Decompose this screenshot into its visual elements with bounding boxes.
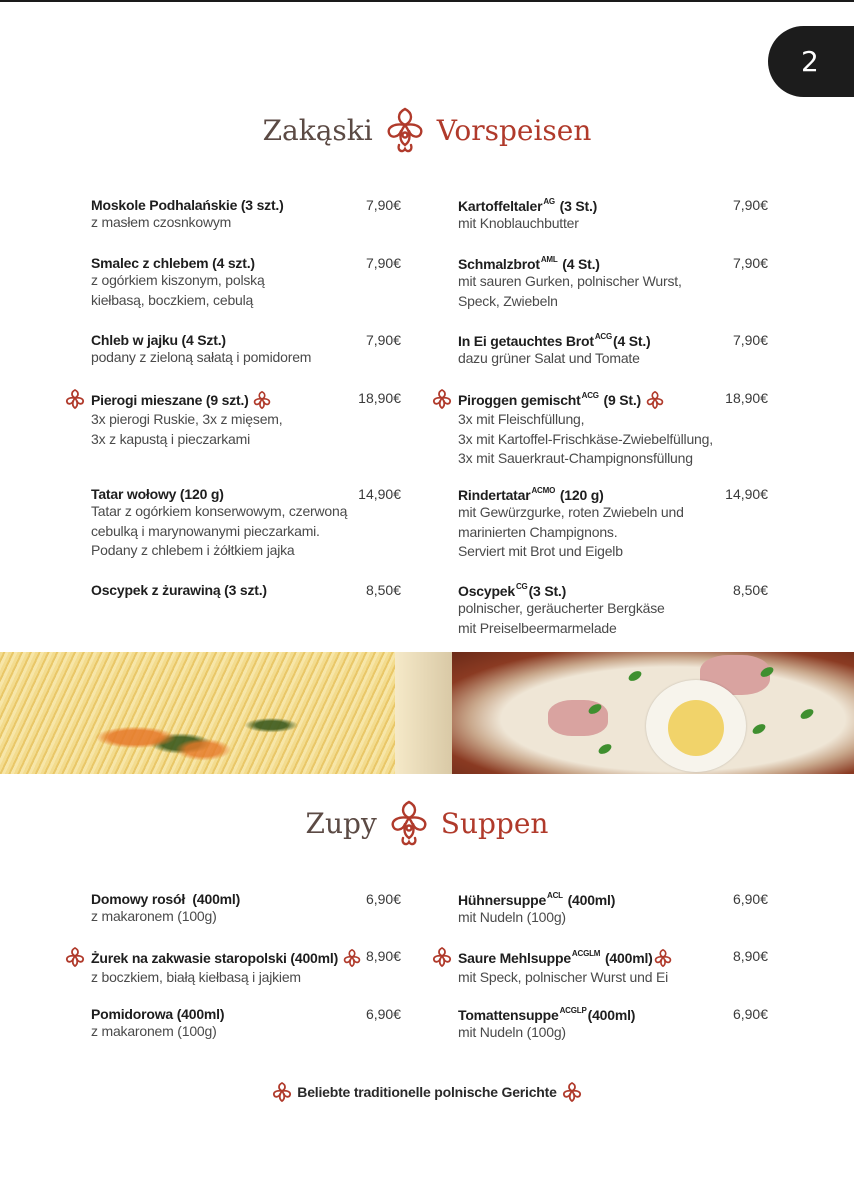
featured-ornament-icon xyxy=(653,948,673,968)
item-price: 14,90€ xyxy=(725,486,768,502)
menu-item-featured xyxy=(91,390,401,449)
item-desc: 3x mit Sauerkraut-Champignonsfüllung xyxy=(458,450,693,466)
allergen-codes: ACGLM xyxy=(571,949,601,958)
item-desc: mit Knoblauchbutter xyxy=(458,215,579,231)
menu-item xyxy=(458,486,768,562)
item-name: Smalec z chlebem (4 szt.) xyxy=(91,255,255,271)
item-desc: polnischer, geräucherter Bergkäse xyxy=(458,600,665,616)
item-desc: mit Nudeln (100g) xyxy=(458,909,566,925)
item-name: Hühnersuppe xyxy=(458,892,547,908)
item-price: 8,50€ xyxy=(732,582,768,598)
featured-ornament-icon xyxy=(64,388,86,410)
menu-item xyxy=(458,197,768,234)
item-name: Schmalzbrot xyxy=(458,256,540,272)
item-name: Chleb w jajku (4 Szt.) xyxy=(91,332,226,348)
item-price: 8,90€ xyxy=(732,948,768,964)
item-price: 14,90€ xyxy=(358,486,401,502)
item-desc: mit Gewürzgurke, roten Zwiebeln und xyxy=(458,504,684,520)
item-qty: (400ml) xyxy=(587,1007,636,1023)
item-name: Oscypek z żurawiną (3 szt.) xyxy=(91,582,267,598)
item-name: Piroggen gemischt xyxy=(458,392,581,408)
menu-item-featured xyxy=(458,390,768,469)
item-name: Żurek na zakwasie staropolski (400ml) xyxy=(91,950,339,966)
item-price: 7,90€ xyxy=(732,197,768,213)
allergen-codes: ACGLP xyxy=(559,1006,587,1015)
item-name: Saure Mehlsuppe xyxy=(458,950,571,966)
menu-item xyxy=(91,486,401,561)
menu-item xyxy=(91,891,401,927)
item-name: Rindertatar xyxy=(458,487,531,503)
top-border xyxy=(0,0,854,2)
item-qty: (120 g) xyxy=(559,487,604,503)
item-qty: (4 St.) xyxy=(613,333,651,349)
item-desc: podany z zieloną sałatą i pomidorem xyxy=(91,349,312,365)
featured-ornament-icon xyxy=(342,948,362,968)
item-desc: Speck, Zwiebeln xyxy=(458,292,558,309)
item-desc: Tatar z ogórkiem konserwowym, czerwoną xyxy=(91,503,348,519)
footer-note-text: Beliebte traditionelle polnische Gerichte xyxy=(297,1084,557,1100)
item-desc: z makaronem (100g) xyxy=(91,1023,217,1039)
allergen-codes: ACG xyxy=(581,391,599,400)
item-qty: (400ml) xyxy=(604,950,653,966)
item-name: Moskole Podhalańskie (3 szt.) xyxy=(91,197,284,213)
menu-item-featured xyxy=(91,948,401,988)
item-qty: (9 St.) xyxy=(603,392,642,408)
item-price: 6,90€ xyxy=(365,1006,401,1022)
featured-ornament-icon xyxy=(431,388,453,410)
item-price: 6,90€ xyxy=(732,891,768,907)
menu-item xyxy=(458,891,768,928)
item-name: Kartoffeltaler xyxy=(458,198,543,214)
folk-ornament-icon xyxy=(387,798,431,848)
folk-ornament-icon xyxy=(383,105,427,155)
item-qty: (3 St.) xyxy=(559,198,598,214)
item-desc: 3x z kapustą i pieczarkami xyxy=(91,430,250,447)
menu-item xyxy=(458,255,768,311)
item-price: 6,90€ xyxy=(732,1006,768,1022)
item-name: In Ei getauchtes Brot xyxy=(458,333,594,349)
item-price: 8,90€ xyxy=(365,948,401,964)
page-number-badge: 2 xyxy=(768,26,854,97)
item-desc: mit Nudeln (100g) xyxy=(458,1024,566,1040)
title-polish: Zupy xyxy=(305,806,377,840)
item-desc: z masłem czosnkowym xyxy=(91,214,232,230)
item-name: Pierogi mieszane (9 szt.) xyxy=(91,392,249,408)
item-desc: 3x pierogi Ruskie, 3x z mięsem, xyxy=(91,411,283,427)
allergen-codes: ACMO xyxy=(531,486,556,495)
item-desc: kiełbasą, boczkiem, cebulą xyxy=(91,291,254,308)
item-desc: z ogórkiem kiszonym, polską xyxy=(91,272,265,288)
item-name: Oscypek xyxy=(458,583,515,599)
menu-item xyxy=(458,332,768,369)
featured-ornament-icon xyxy=(64,946,86,968)
item-desc: mit Preiselbeermarmelade xyxy=(458,619,617,636)
title-polish: Zakąski xyxy=(262,113,373,147)
item-price: 7,90€ xyxy=(365,332,401,348)
item-price: 18,90€ xyxy=(358,390,401,406)
item-name: Tatar wołowy (120 g) xyxy=(91,486,224,502)
featured-ornament-icon xyxy=(645,390,665,410)
featured-ornament-icon xyxy=(271,1081,293,1103)
menu-item xyxy=(91,1006,401,1042)
allergen-codes: AML xyxy=(540,255,558,264)
item-desc: cebulką i marynowanymi pieczarkami. xyxy=(91,522,320,539)
item-desc: z makaronem (100g) xyxy=(91,908,217,924)
item-desc: 3x mit Fleischfüllung, xyxy=(458,411,585,427)
allergen-codes: ACL xyxy=(547,891,563,900)
item-desc: Podany z chlebem i żółtkiem jajka xyxy=(91,542,295,558)
item-desc: z boczkiem, białą kiełbasą i jajkiem xyxy=(91,969,301,985)
item-qty: (3 St.) xyxy=(528,583,567,599)
item-desc: mit sauren Gurken, polnischer Wurst, xyxy=(458,273,682,289)
menu-item xyxy=(91,582,401,598)
menu-item xyxy=(458,1006,768,1043)
item-desc: mit Speck, polnischer Wurst und Ei xyxy=(458,969,669,985)
featured-ornament-icon xyxy=(431,946,453,968)
footer-note xyxy=(0,1081,854,1103)
item-price: 18,90€ xyxy=(725,390,768,406)
item-price: 8,50€ xyxy=(365,582,401,598)
egg-yolk xyxy=(668,700,724,756)
menu-item xyxy=(458,582,768,638)
menu-item xyxy=(91,332,401,368)
featured-ornament-icon xyxy=(252,390,272,410)
title-german: Vorspeisen xyxy=(436,113,592,147)
item-qty: (400ml) xyxy=(567,892,616,908)
noodle-soup-photo xyxy=(0,652,452,774)
item-qty: (4 St.) xyxy=(562,256,600,272)
allergen-codes: ACG xyxy=(594,332,613,341)
allergen-codes: AG xyxy=(543,197,555,206)
item-price: 6,90€ xyxy=(365,891,401,907)
item-desc: Serviert mit Brot und Eigelb xyxy=(458,543,623,559)
section-title-soups xyxy=(0,793,854,853)
item-desc: marinierten Champignons. xyxy=(458,523,618,540)
item-desc: dazu grüner Salat und Tomate xyxy=(458,350,640,366)
item-price: 7,90€ xyxy=(732,255,768,271)
featured-ornament-icon xyxy=(561,1081,583,1103)
allergen-codes: CG xyxy=(515,582,528,591)
menu-item xyxy=(91,255,401,310)
title-german: Suppen xyxy=(440,806,549,840)
item-price: 7,90€ xyxy=(732,332,768,348)
item-name: Pomidorowa (400ml) xyxy=(91,1006,225,1022)
item-price: 7,90€ xyxy=(365,197,401,213)
menu-item xyxy=(91,197,401,233)
section-title-appetizers xyxy=(0,100,854,160)
item-price: 7,90€ xyxy=(365,255,401,271)
menu-item-featured xyxy=(458,948,768,988)
item-name: Domowy rosół (400ml) xyxy=(91,891,241,907)
item-name: Tomattensuppe xyxy=(458,1007,559,1023)
item-desc: 3x mit Kartoffel-Frischkäse-Zwiebelfüllung, xyxy=(458,430,713,447)
